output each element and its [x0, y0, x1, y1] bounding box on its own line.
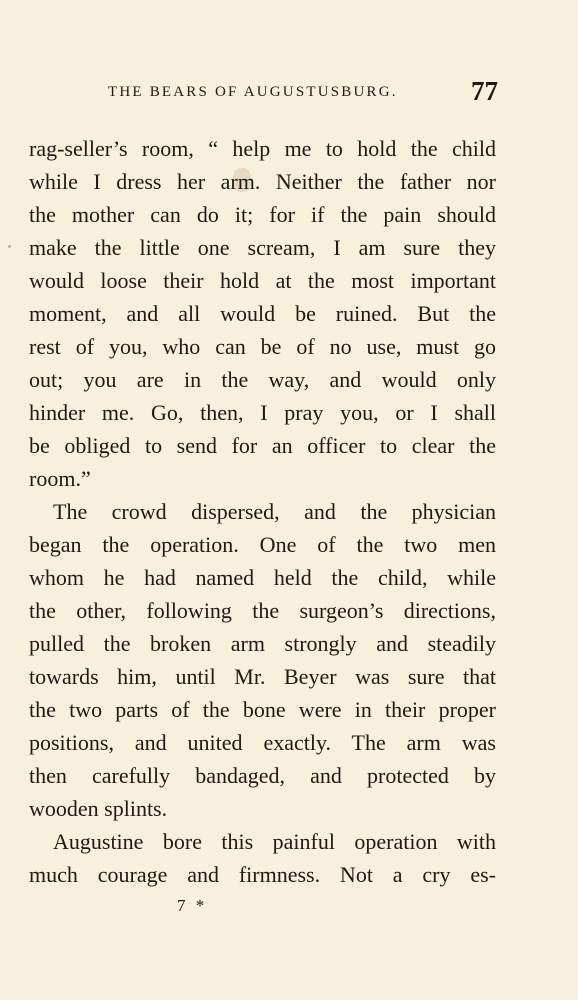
text-line: much courage and firmness. Not a cry es-: [29, 862, 496, 887]
margin-speck: [8, 245, 11, 248]
signature-mark: 7 *: [177, 896, 208, 915]
text-line: Augustine bore this painful operation with: [53, 829, 496, 854]
text-line: hinder me. Go, then, I pray you, or I shall: [29, 400, 496, 425]
text-line: room.”: [29, 466, 91, 491]
text-line: the mother can do it; for if the pain should: [29, 202, 496, 227]
page-number: 77: [471, 76, 498, 106]
text-line: the other, following the surgeon’s directions,: [29, 598, 496, 623]
text-line: then carefully bandaged, and protected by: [29, 763, 496, 788]
text-line: make the little one scream, I am sure they: [29, 235, 496, 260]
text-line: towards him, until Mr. Beyer was sure that: [29, 664, 496, 689]
running-title: THE BEARS OF AUGUSTUSBURG.: [108, 84, 398, 100]
text-line: The crowd dispersed, and the physician: [53, 499, 496, 524]
text-line: would loose their hold at the most important: [29, 268, 496, 293]
text-line: wooden splints.: [29, 796, 168, 821]
text-line: rest of you, who can be of no use, must go: [29, 334, 496, 359]
text-line: began the operation. One of the two men: [29, 532, 496, 557]
text-line: positions, and united exactly. The arm was: [29, 730, 496, 755]
text-line: while I dress her arm. Neither the father nor: [29, 169, 496, 194]
text-line: whom he had named held the child, while: [29, 565, 496, 590]
body-text: [29, 132, 496, 891]
running-head: [108, 78, 498, 108]
text-line: out; you are in the way, and would only: [29, 367, 496, 392]
text-line: rag-seller’s room, “ help me to hold the child: [29, 136, 496, 161]
text-line: the two parts of the bone were in their proper: [29, 697, 496, 722]
text-line: pulled the broken arm strongly and steadily: [29, 631, 496, 656]
text-line: moment, and all would be ruined. But the: [29, 301, 496, 326]
text-line: be obliged to send for an officer to clear the: [29, 433, 496, 458]
